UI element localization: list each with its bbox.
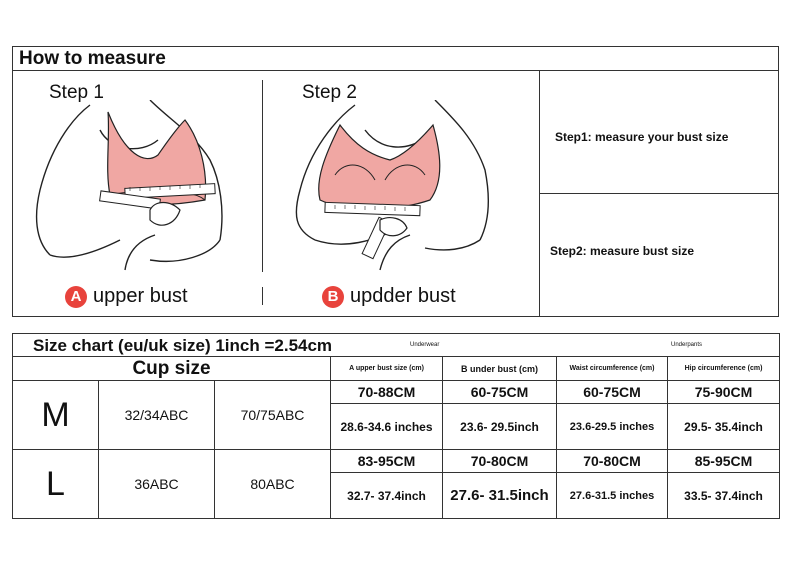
measure-title-bar: [12, 46, 779, 71]
chart-title: Size chart (eu/uk size) 1inch =2.54cm: [33, 336, 333, 355]
m-under-bust-inch: 23.6- 29.5inch: [443, 404, 557, 450]
l-upper-bust-cm: 83-95CM: [331, 450, 443, 473]
cup-m: 32/34ABC: [99, 381, 215, 450]
table-row: [13, 381, 780, 404]
m-waist-cm: 60-75CM: [557, 381, 668, 404]
cup-size-header: Cup size: [13, 357, 331, 381]
underpants-label: Underpants: [671, 342, 703, 348]
m-hip-inch: 29.5- 35.4inch: [668, 404, 780, 450]
a-marker-icon: A: [65, 286, 87, 308]
col-upper-bust-header: A upper bust size (cm): [331, 357, 443, 381]
step-notes-divider: [539, 193, 779, 194]
l-waist-cm: 70-80CM: [557, 450, 668, 473]
col-hip-header: Hip circumference (cm): [668, 357, 780, 381]
l-under-bust-cm: 70-80CM: [443, 450, 557, 473]
illustration-divider: [262, 80, 263, 272]
caption-divider: [262, 287, 263, 305]
size-l: L: [13, 450, 99, 519]
m-upper-bust-cm: 70-88CM: [331, 381, 443, 404]
col-under-bust-header: B under bust (cm): [443, 357, 557, 381]
measure-title: How to measure: [19, 48, 166, 69]
step2-label: Step 2: [302, 82, 357, 103]
col-waist-header: Waist circumference (cm): [557, 357, 668, 381]
caption-under-bust: [322, 285, 456, 308]
size-m: M: [13, 381, 99, 450]
step1-label: Step 1: [49, 82, 104, 103]
step2-note: Step2: measure bust size: [550, 244, 695, 258]
under-bust-illustration: [285, 100, 505, 272]
caption-upper-bust: [65, 285, 188, 308]
caption-upper-bust-text: upper bust: [93, 285, 188, 307]
chart-title-row: [13, 334, 780, 357]
m-under-bust-cm: 60-75CM: [443, 381, 557, 404]
l-under-bust-inch: 27.6- 31.5inch: [443, 473, 557, 519]
step1-note: Step1: measure your bust size: [555, 130, 729, 144]
l-hip-cm: 85-95CM: [668, 450, 780, 473]
m-waist-inch: 23.6-29.5 inches: [557, 404, 668, 450]
band-m: 70/75ABC: [215, 381, 331, 450]
l-upper-bust-inch: 32.7- 37.4inch: [331, 473, 443, 519]
cup-l: 36ABC: [99, 450, 215, 519]
upper-bust-illustration: [30, 100, 250, 272]
header-row: [13, 357, 780, 381]
l-waist-inch: 27.6-31.5 inches: [557, 473, 668, 519]
underwear-label: Underwear: [410, 342, 440, 348]
chart-title-cell: [13, 334, 780, 357]
caption-under-bust-text: updder bust: [350, 285, 456, 307]
b-marker-icon: B: [322, 286, 344, 308]
size-chart-table: [12, 333, 780, 519]
m-hip-cm: 75-90CM: [668, 381, 780, 404]
l-hip-inch: 33.5- 37.4inch: [668, 473, 780, 519]
table-row: [13, 450, 780, 473]
band-l: 80ABC: [215, 450, 331, 519]
m-upper-bust-inch: 28.6-34.6 inches: [331, 404, 443, 450]
